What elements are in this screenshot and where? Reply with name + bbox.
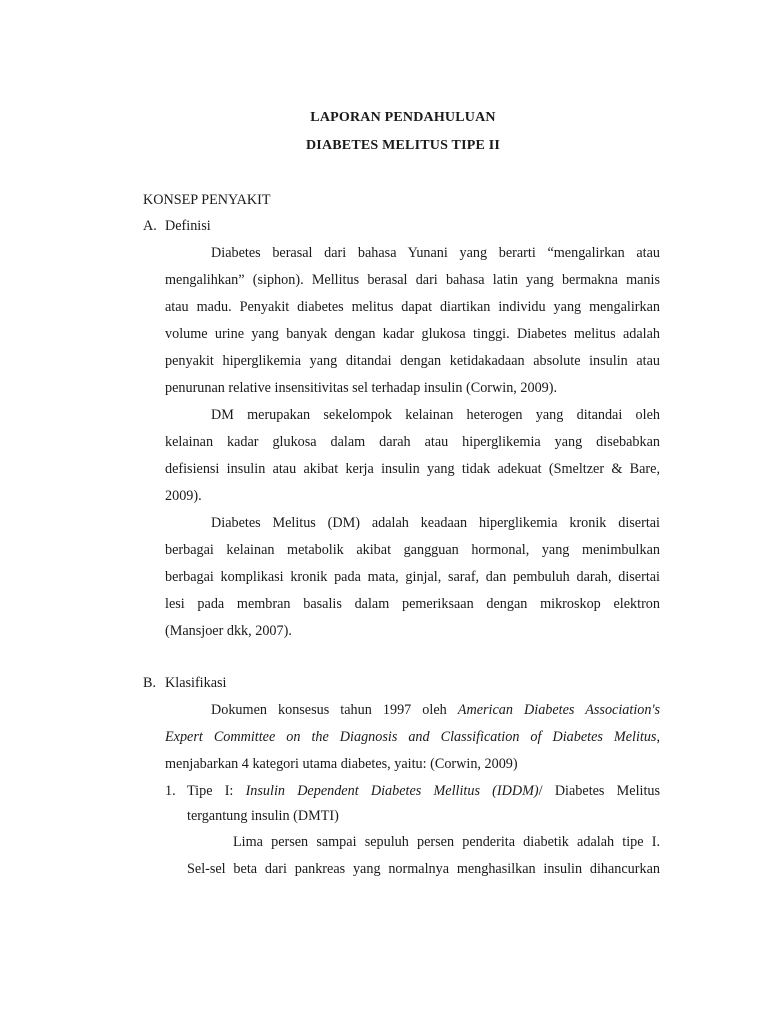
item-label-italic: Insulin Dependent Diabetes Mellitus (IDDM)	[245, 783, 539, 799]
text-line	[211, 701, 660, 719]
document-title-line2: DIABETES MELITUS TIPE II	[306, 138, 500, 153]
section-b-marker: B.	[143, 675, 157, 691]
text-line: kelainan kadar glukosa dalam darah atau hiperglikemia yang disebabkan	[165, 434, 660, 450]
text-line: (Mansjoer dkk, 2007).	[165, 623, 292, 639]
intro-plain: Dokumen konsesus tahun 1997 oleh	[211, 702, 458, 718]
intro-italic: American Diabetes Association's	[457, 702, 660, 718]
text-line: mengalihkan” (siphon). Mellitus berasal dari bahasa latin yang bermakna manis	[165, 272, 660, 288]
text-line: defisiensi insulin atau akibat kerja insulin yang tidak adekuat (Smeltzer & Bare,	[165, 461, 660, 477]
item-number: 1.	[165, 783, 176, 799]
text-line: DM merupakan sekelompok kelainan heterogen yang ditandai oleh	[211, 407, 660, 423]
section-heading: KONSEP PENYAKIT	[143, 192, 271, 208]
text-line	[165, 728, 660, 746]
text-line: Lima persen sampai sepuluh persen penderita diabetik adalah tipe I.	[233, 834, 660, 850]
document-title-line1: LAPORAN PENDAHULUAN	[310, 110, 496, 125]
item-label-rest: / Diabetes Melitus	[538, 783, 660, 799]
intro-plain: ,	[656, 729, 660, 745]
text-line: atau madu. Penyakit diabetes melitus dapat diartikan individu yang mengalirkan	[165, 299, 660, 315]
text-line: lesi pada membran basalis dalam pemeriksaan dengan mikroskop elektron	[165, 596, 660, 612]
intro-italic: Expert Committee on the Diagnosis and Classification of Diabetes Melitus	[165, 729, 657, 745]
text-line: Diabetes berasal dari bahasa Yunani yang berarti “mengalirkan atau	[211, 245, 660, 261]
text-line: Diabetes Melitus (DM) adalah keadaan hiperglikemia kronik disertai	[211, 515, 660, 531]
item-label	[187, 782, 660, 800]
text-line: penyakit hiperglikemia yang ditandai dengan ketidakadaan absolute insulin atau	[165, 353, 660, 369]
text-line: volume urine yang banyak dengan kadar glukosa tinggi. Diabetes melitus adalah	[165, 326, 660, 342]
text-line: berbagai kelainan metabolik akibat gangguan hormonal, yang menimbulkan	[165, 542, 660, 558]
text-line: menjabarkan 4 kategori utama diabetes, yaitu: (Corwin, 2009)	[165, 756, 518, 772]
section-a-marker: A.	[143, 218, 157, 234]
item-label-plain: Tipe I:	[187, 783, 246, 799]
section-a-heading: Definisi	[165, 218, 211, 234]
text-line: Sel-sel beta dari pankreas yang normalnya menghasilkan insulin dihancurkan	[187, 861, 660, 877]
section-b-heading: Klasifikasi	[165, 675, 227, 691]
text-line: berbagai komplikasi kronik pada mata, ginjal, saraf, dan pembuluh darah, disertai	[165, 569, 660, 585]
item-label-line2: tergantung insulin (DMTI)	[187, 808, 339, 824]
text-line: 2009).	[165, 488, 202, 504]
text-line: penurunan relative insensitivitas sel terhadap insulin (Corwin, 2009).	[165, 380, 558, 396]
